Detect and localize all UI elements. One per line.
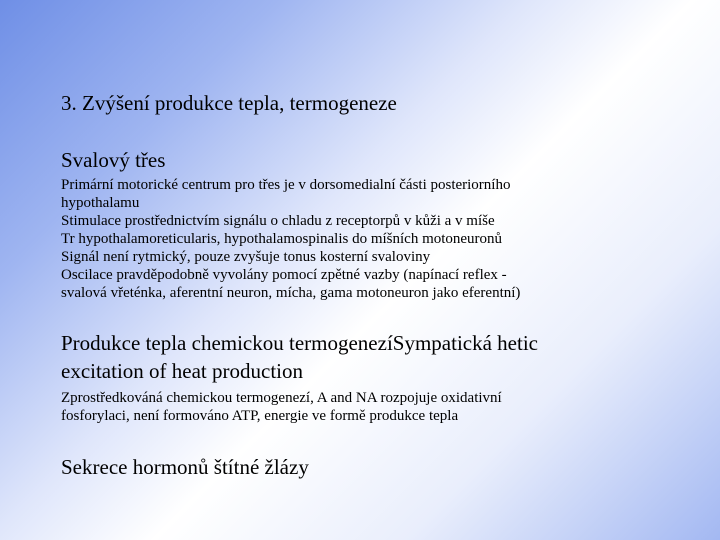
body-line: hypothalamu — [61, 195, 140, 211]
heading-line: excitation of heat production — [61, 359, 304, 383]
section-body-shivering — [61, 176, 701, 302]
body-line: Zprostředkováná chemickou termogenezí, A and NA rozpojuje oxidativní — [61, 390, 502, 406]
body-line: fosforylaci, není formováno ATP, energie ve formě produkce tepla — [61, 408, 459, 424]
section-heading-thyroid: Sekrece hormonů štítné žlázy — [61, 455, 309, 479]
slide-content — [61, 89, 701, 481]
section-body-chemical-thermogenesis — [61, 389, 701, 425]
section-heading-shivering: Svalový třes — [61, 148, 166, 172]
body-line: Stimulace prostřednictvím signálu o chladu z receptorpů v kůži a v míše — [61, 213, 495, 229]
body-line: Signál není rytmický, pouze zvyšuje tonus kosterní svaloviny — [61, 249, 431, 265]
heading-line: Produkce tepla chemickou termogenezíSympatická hetic — [61, 331, 538, 355]
section-heading-chemical-thermogenesis — [61, 329, 701, 385]
body-line: Primární motorické centrum pro třes je v dorsomedialní části posteriorního — [61, 177, 511, 193]
body-line: Tr hypothalamoreticularis, hypothalamospinalis do míšních motoneuronů — [61, 231, 503, 247]
body-line: Oscilace pravděpodobně vyvolány pomocí zpětné vazby (napínací reflex - — [61, 267, 507, 283]
body-line: svalová vřeténka, aferentní neuron, mícha, gama motoneuron jako eferentní) — [61, 285, 521, 301]
slide-title: 3. Zvýšení produkce tepla, termogeneze — [61, 91, 397, 115]
